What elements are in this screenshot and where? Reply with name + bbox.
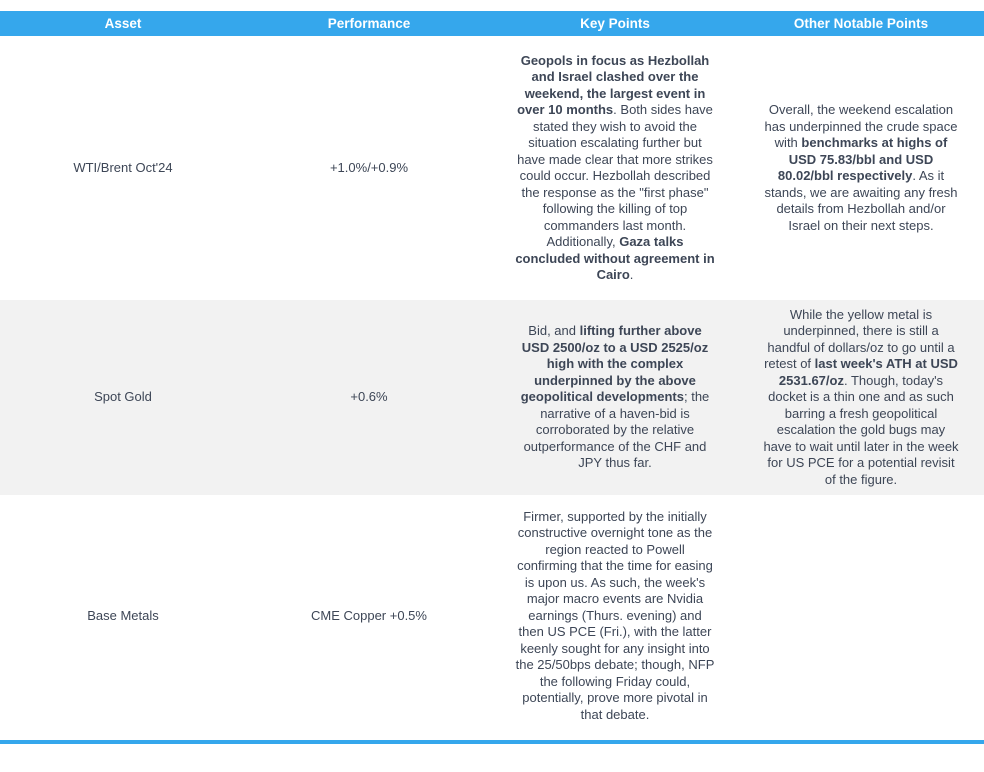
asset-cell: WTI/Brent Oct'24 <box>73 159 173 175</box>
key-points-text: Geopols in focus as Hezbollah and Israel clashed over the weekend, the largest event in over 10 months. Both sides have stated they wish to avoid the situation escalating further but have made clear that more strikes could occur. Hezbollah described the response as the "first phase" following the killing of top commanders last month. Additionally, Gaza talks concluded without agreement in Cairo. <box>515 52 715 282</box>
header-performance: Performance <box>327 16 411 31</box>
table-row-base-metals <box>0 495 984 737</box>
table-header-row <box>0 11 984 36</box>
key-points-cell <box>492 300 738 495</box>
performance-cell: +1.0%/+0.9% <box>329 159 409 175</box>
other-points-text: Overall, the weekend escalation has underpinned the crude space with benchmarks at highs of USD 75.83/bbl and USD 80.02/bbl respectively. As it stands, we are awaiting any fresh details from Hezbollah and/or Israel on their next steps. <box>764 102 958 233</box>
performance-cell: +0.6% <box>350 389 388 405</box>
market-commentary-table <box>0 11 984 744</box>
other-points-text: While the yellow metal is underpinned, there is still a handful of dollars/oz to go until a retest of last week's ATH at USD 2531.67/oz. Though, today's docket is a thin one and as such barring a fresh geopolitical escalation the gold bugs may have to wait until later in the week for US PCE for a potential revisit of the figure. <box>763 306 959 487</box>
other-points-cell <box>738 495 984 737</box>
bottom-divider-line <box>0 740 984 744</box>
other-points-cell <box>738 36 984 300</box>
other-points-cell <box>738 300 984 495</box>
key-points-cell <box>492 495 738 737</box>
header-key-points: Key Points <box>580 16 650 31</box>
header-other-notable-points: Other Notable Points <box>793 16 929 31</box>
key-points-text: Firmer, supported by the initially constructive overnight tone as the region reacted to Powell confirming that the time for easing is upon us. As such, the week's major macro events are Nvidia earnings (Thurs. evening) and then US PCE (Fri.), with the latter keenly sought for any insight into the 25/50bps debate; though, NFP the following Friday could, potentially, prove more pivotal in that debate. <box>515 508 715 722</box>
asset-cell: Base Metals <box>87 607 159 623</box>
table-row-wti-brent <box>0 36 984 300</box>
performance-cell: CME Copper +0.5% <box>311 607 427 623</box>
table-row-spot-gold <box>0 300 984 495</box>
key-points-cell <box>492 36 738 300</box>
key-points-text: Bid, and lifting further above USD 2500/oz to a USD 2525/oz high with the complex underpinned by the above geopolitical developments; the narrative of a haven-bid is corroborated by the relative outperformance of the CHF and JPY thus far. <box>520 323 710 471</box>
asset-cell: Spot Gold <box>94 389 152 405</box>
header-asset: Asset <box>104 16 142 31</box>
